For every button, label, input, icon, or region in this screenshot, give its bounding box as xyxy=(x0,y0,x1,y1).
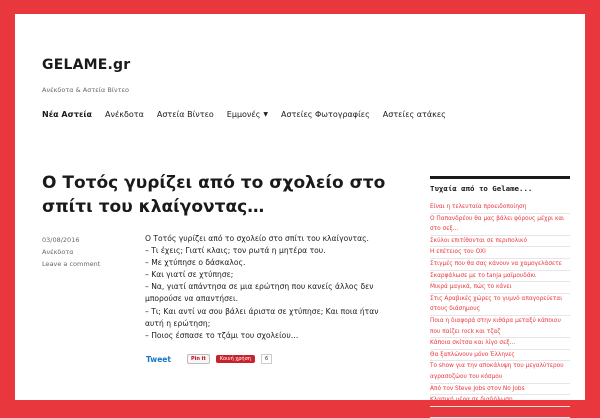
random-post-link[interactable]: Μικρά μαγικά, πώς το κάνει xyxy=(430,284,512,291)
main-navigation xyxy=(42,110,459,119)
page-container xyxy=(15,14,585,415)
list-item xyxy=(430,350,570,362)
random-post-link[interactable]: Κλασική μέρα σε διαδήλωση xyxy=(430,397,513,404)
list-item xyxy=(430,247,570,259)
nav-item-label: Αστείες Φωτογραφίες xyxy=(281,110,370,119)
share-buttons xyxy=(146,354,272,364)
nav-item-funny-quotes[interactable] xyxy=(383,110,446,119)
post-content xyxy=(145,233,385,342)
random-post-link[interactable]: Ποια η διαφορά στην κιθάρα μεταξύ κάποιου που παίζει rock και τζαζ xyxy=(430,317,561,335)
site-description: Ανέκδοτα & Αστεία Βίντεο xyxy=(42,86,130,94)
post-line: – Να, γιατί απάντησα σε μια ερώτηση που κανείς άλλος δεν μπορούσε να απαντήσει. xyxy=(145,282,374,304)
random-post-link[interactable]: Σκύλοι επιτίθονται σε περιπολικό xyxy=(430,237,528,244)
site-title[interactable]: GELAME.gr xyxy=(42,57,131,73)
chevron-down-icon[interactable]: ▼ xyxy=(263,111,269,118)
random-post-link[interactable]: Στιγμές που θα σας κάνουν να χαμογελάσετε xyxy=(430,260,562,267)
random-post-link[interactable]: Στις Αραβικές χώρες το γυμνό απαγορεύεται στους διάσημους xyxy=(430,295,563,313)
nav-item-new-jokes[interactable] xyxy=(42,110,92,119)
list-item xyxy=(430,214,570,236)
random-post-link[interactable]: Θα ξαπλώνουν μόνο Έλληνες xyxy=(430,351,515,358)
list-item xyxy=(430,236,570,248)
post-category[interactable]: Ανέκδοτα xyxy=(42,248,74,256)
leave-comment-link[interactable]: Leave a comment xyxy=(42,260,101,268)
post-meta xyxy=(42,234,100,270)
list-item xyxy=(430,395,570,407)
list-item xyxy=(430,294,570,316)
nav-item-funny-photos[interactable] xyxy=(281,110,370,119)
tweet-button[interactable]: Tweet xyxy=(146,354,171,364)
list-item xyxy=(430,361,570,383)
random-post-link[interactable]: Η επέτειος του ΟΧΙ xyxy=(430,249,486,256)
share-count: 6 xyxy=(261,354,272,364)
nav-item-label: Νέα Αστεία xyxy=(42,110,93,119)
pinterest-button[interactable]: Pin it xyxy=(187,354,210,364)
nav-item-funny-videos[interactable] xyxy=(157,110,214,119)
post-line: Ο Τοτός γυρίζει από το σχολείο στο σπίτι του κλαίγοντας. xyxy=(145,234,369,243)
nav-item-anecdotes[interactable] xyxy=(105,110,144,119)
sidebar-widget-title: Τυχαία από το Gelame... xyxy=(430,176,570,193)
post-line: – Τι; Και αντί να σου βάλει άριστα σε χτύπησε; Και ποια ήταν αυτή η ερώτηση; xyxy=(145,306,379,328)
nav-item-label: Εμμονές xyxy=(226,110,261,119)
list-item xyxy=(430,407,570,418)
nav-item-label: Αστείες ατάκες xyxy=(382,110,446,119)
list-item xyxy=(430,384,570,396)
post-date[interactable]: 03/08/2016 xyxy=(42,236,80,244)
random-post-link[interactable]: Ο Παπανδρέου θα μας βάλει φόρους μέχρι και στο σεξ… xyxy=(430,215,565,233)
list-item xyxy=(430,271,570,283)
post-line: – Τι έχεις; Γιατί κλαις; τον ρωτά η μητέρα του. xyxy=(145,246,326,256)
random-post-link[interactable]: Είναι η τελευταία προειδοποίηση xyxy=(430,204,527,210)
random-post-link[interactable]: Σκαρφάλωσε με το tanja μαϊμουδάκι xyxy=(430,272,537,279)
random-post-link[interactable]: Από τον Steve Jobs στον No Jobs xyxy=(430,385,525,392)
list-item xyxy=(430,316,570,338)
random-posts-list xyxy=(430,202,570,418)
nav-item-label: Αστεία Βίντεο xyxy=(156,110,214,119)
post-line: – Ποιος έσπασε το τζάμι του σχολείου… xyxy=(145,330,299,340)
facebook-share-button[interactable]: Κοινή χρήση xyxy=(216,355,255,363)
list-item xyxy=(430,282,570,294)
nav-item-obsessions[interactable] xyxy=(227,110,268,119)
post-line: – Και γιατί σε χτύπησε; xyxy=(145,270,234,280)
list-item xyxy=(430,202,570,214)
list-item xyxy=(430,338,570,350)
list-item xyxy=(430,259,570,271)
random-post-link[interactable]: Κάποια σκίτσα και λίγο σεξ… xyxy=(430,340,516,347)
random-post-link[interactable]: Το show για την αποκάλυψη του μεγαλύτερου αγρασοζώου του κόσμου xyxy=(430,363,564,380)
post-title[interactable]: Ο Τοτός γυρίζει από το σχολείο στο σπίτι του κλαίγοντας… xyxy=(42,173,386,217)
random-post-link[interactable]: Πως ήταν το βράδυ σας; Κάνατε καλό σεξ; xyxy=(430,408,556,415)
nav-item-label: Ανέκδοτα xyxy=(105,110,144,119)
post-line: – Με χτύπησε ο δάσκαλος. xyxy=(145,258,246,268)
